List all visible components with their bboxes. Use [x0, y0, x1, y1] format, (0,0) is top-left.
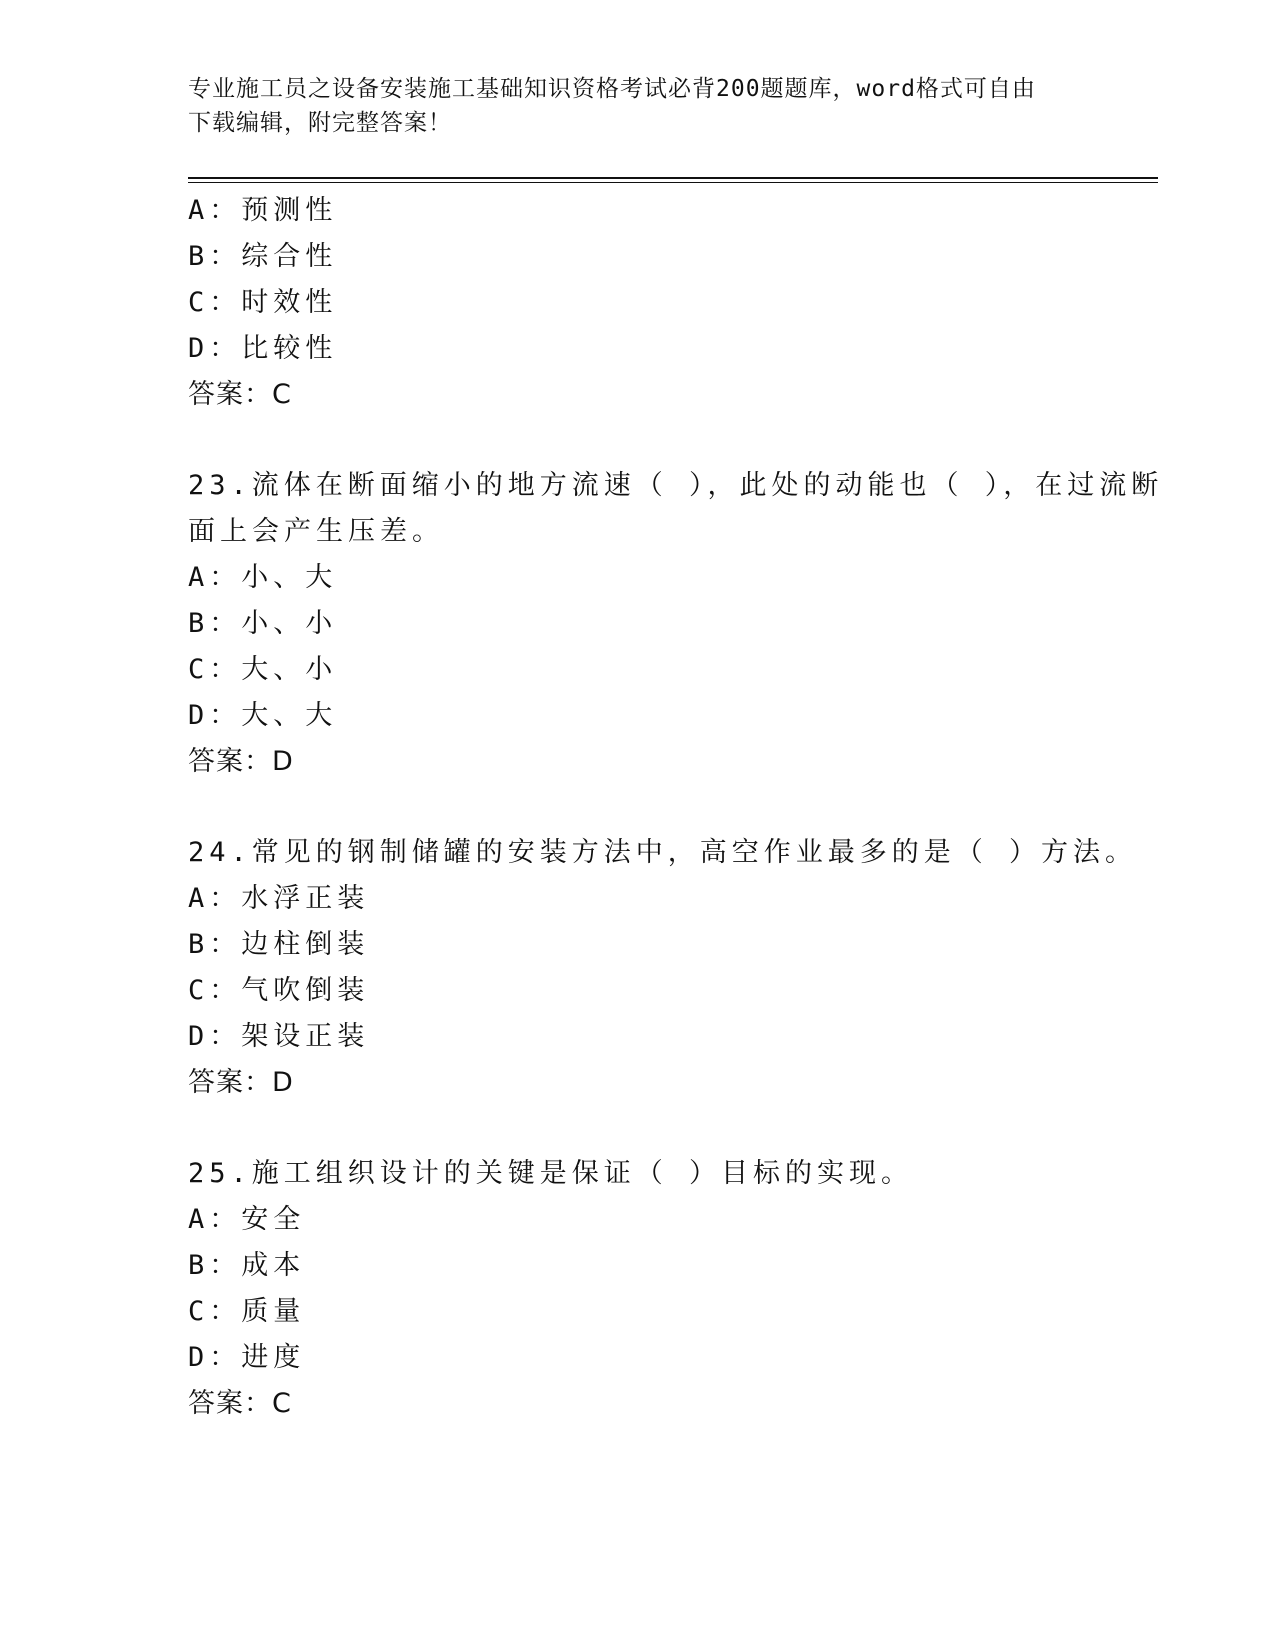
question-24: [188, 830, 1138, 1106]
header-title-line-2: 下载编辑，附完整答案！: [188, 110, 452, 136]
header-rule-thin: [188, 182, 1158, 183]
option-c: C：时效性: [188, 287, 338, 318]
option-d: D：比较性: [188, 333, 338, 364]
question-25: [188, 1151, 1088, 1427]
question-stem-line-2: 面上会产生压差。: [188, 516, 444, 547]
option-c: C：大、小: [188, 654, 338, 685]
option-c: C：气吹倒装: [188, 975, 370, 1006]
answer: 答案：C: [188, 1388, 292, 1419]
answer: 答案：C: [188, 379, 292, 410]
question-stem-line-1: 24.常见的钢制储罐的安装方法中，高空作业最多的是（ ）方法。: [188, 837, 1138, 868]
header-rule-thick: [188, 177, 1158, 179]
answer: 答案：D: [188, 746, 294, 777]
option-c: C：质量: [188, 1296, 306, 1327]
document-header: [188, 72, 1068, 140]
option-a: A：水浮正装: [188, 883, 370, 914]
option-d: D：进度: [188, 1342, 306, 1373]
question-23: [188, 463, 1164, 785]
option-d: D：大、大: [188, 700, 338, 731]
header-title-line-1: 专业施工员之设备安装施工基础知识资格考试必背200题题库，word格式可自由: [188, 76, 1036, 102]
answer: 答案：D: [188, 1067, 294, 1098]
option-a: A：小、大: [188, 562, 338, 593]
option-b: B：小、小: [188, 608, 338, 639]
option-d: D：架设正装: [188, 1021, 370, 1052]
option-a: A：预测性: [188, 195, 338, 226]
option-a: A：安全: [188, 1204, 306, 1235]
question-22: [188, 188, 1088, 418]
question-list: [188, 188, 1164, 1427]
option-b: B：成本: [188, 1250, 306, 1281]
option-b: B：综合性: [188, 241, 338, 272]
question-stem-line-1: 25.施工组织设计的关键是保证（ ）目标的实现。: [188, 1158, 914, 1189]
question-stem-line-1: 23.流体在断面缩小的地方流速（ ），此处的动能也（ ），在过流断: [188, 470, 1164, 501]
option-b: B：边柱倒装: [188, 929, 370, 960]
